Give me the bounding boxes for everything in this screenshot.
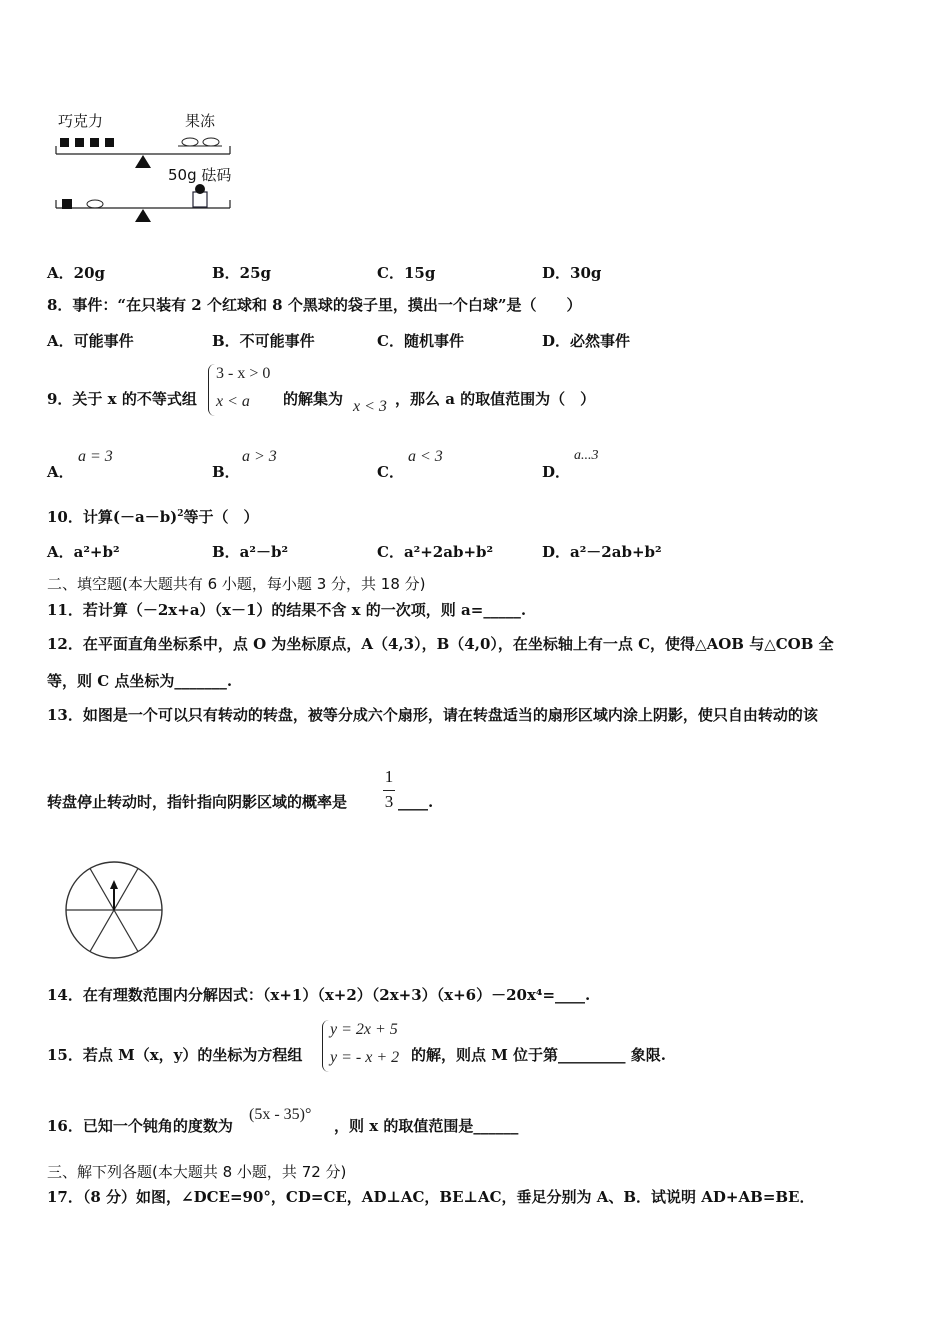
q7-option-a[interactable]: A．20g xyxy=(47,264,106,282)
weight-box xyxy=(193,192,207,207)
q9-middle: 的解集为 xyxy=(283,390,344,408)
jelly-label: 果冻 xyxy=(185,112,216,130)
balance-scales-drawing xyxy=(50,108,240,238)
chocolate-block-4 xyxy=(105,138,114,147)
q7-option-b[interactable]: B．25g xyxy=(212,264,272,282)
q7-option-c[interactable]: C．15g xyxy=(377,264,436,282)
q15-suffix: 的解，则点 M 位于第_________ 象限. xyxy=(411,1046,666,1064)
q8-option-b[interactable]: B．不可能事件 xyxy=(212,332,315,350)
q15-system-brace xyxy=(322,1020,329,1072)
section-2-heading: 二、填空题(本大题共有 6 小题，每小题 3 分，共 18 分) xyxy=(47,575,426,593)
q8-question: 8．事件：“在只装有 2 个红球和 8 个黑球的袋子里，摸出一个白球”是（ ） xyxy=(47,296,582,314)
q9-option-b-letter[interactable]: B． xyxy=(212,463,240,481)
spinner-wheel xyxy=(60,856,170,966)
jelly-3 xyxy=(87,200,103,208)
weight-knob xyxy=(195,184,205,194)
q15-prefix: 15．若点 M（x，y）的坐标为方程组 xyxy=(47,1046,303,1064)
q16-prefix: 16．已知一个钝角的度数为 xyxy=(47,1117,233,1135)
q13-line1: 13．如图是一个可以只有转动的转盘，被等分成六个扇形，请在转盘适当的扇形区域内涂上阴影，使只自由转动的该 xyxy=(47,706,818,724)
q16-expression: (5x - 35)° xyxy=(249,1106,312,1123)
fulcrum-top xyxy=(135,155,151,168)
q16-suffix: ，则 x 的取值范围是______ xyxy=(334,1117,519,1135)
q12-line1: 12．在平面直角坐标系中，点 O 为坐标原点，A（4,3），B（4,0），在坐标轴上有一点 C，使得△AOB 与△COB 全 xyxy=(47,635,834,653)
fulcrum-bottom xyxy=(135,209,151,222)
jelly-2 xyxy=(203,138,219,146)
q15-system-line1: y = 2x + 5 xyxy=(330,1021,398,1038)
q14-question: 14．在有理数范围内分解因式：（x+1）（x+2）（2x+3）（x+6）－20x⁴=____. xyxy=(47,986,591,1004)
jelly-1 xyxy=(182,138,198,146)
q9-system-brace xyxy=(208,364,215,416)
q9-system-line2: x < a xyxy=(216,393,250,410)
q10-option-c[interactable]: C．a²+2ab+b² xyxy=(377,543,494,561)
q9-option-c-math[interactable]: a < 3 xyxy=(408,448,443,465)
weight-label: 50g 砝码 xyxy=(168,166,232,184)
q10-option-a[interactable]: A．a²+b² xyxy=(47,543,120,561)
q8-option-a[interactable]: A．可能事件 xyxy=(47,332,134,350)
q9-option-c-letter[interactable]: C． xyxy=(377,463,404,481)
q9-prefix: 9．关于 x 的不等式组 xyxy=(47,390,197,408)
q13-fraction-numerator: 1 xyxy=(384,767,394,786)
q9-suffix: ，那么 a 的取值范围为（ ） xyxy=(395,390,596,408)
q13-fraction-bar xyxy=(383,790,395,791)
q8-option-c[interactable]: C．随机事件 xyxy=(377,332,464,350)
q10-option-b[interactable]: B．a²－b² xyxy=(212,543,289,561)
q17-question: 17．（8 分）如图，∠DCE=90°，CD=CE，AD⊥AC，BE⊥AC，垂足分别为 A、B．试说明 AD+AB=BE． xyxy=(47,1188,815,1206)
balance-figure xyxy=(50,108,240,238)
q9-system-line1: 3 - x > 0 xyxy=(216,365,271,382)
q7-option-d[interactable]: D．30g xyxy=(542,264,602,282)
q12-line2: 等，则 C 点坐标为_______. xyxy=(47,672,233,690)
chocolate-block-5 xyxy=(62,199,72,209)
q9-option-a-letter[interactable]: A． xyxy=(47,463,74,481)
q13-line2-pre: 转盘停止转动时，指针指向阴影区域的概率是 xyxy=(47,793,348,811)
chocolate-block-1 xyxy=(60,138,69,147)
q9-option-a-math[interactable]: a = 3 xyxy=(78,448,113,465)
q9-solution: x < 3 xyxy=(353,398,387,415)
chocolate-block-3 xyxy=(90,138,99,147)
q15-system-line2: y = - x + 2 xyxy=(330,1049,400,1066)
q10-exponent: 2 xyxy=(177,509,184,519)
q10-question xyxy=(47,508,259,526)
q9-option-b-math[interactable]: a > 3 xyxy=(242,448,277,465)
q9-option-d-letter[interactable]: D． xyxy=(542,463,571,481)
section-3-heading: 三、解下列各题(本大题共 8 小题，共 72 分) xyxy=(47,1163,347,1181)
spinner-pointer-head xyxy=(110,880,118,889)
q10-text-post: 等于（ ） xyxy=(183,508,259,526)
q10-option-d[interactable]: D．a²－2ab+b² xyxy=(542,543,662,561)
q9-option-d-math[interactable]: a...3 xyxy=(574,448,599,463)
q11-question: 11．若计算（－2x+a）（x－1）的结果不含 x 的一次项，则 a=_____. xyxy=(47,601,527,619)
chocolate-label: 巧克力 xyxy=(58,112,104,130)
q10-text-pre: 10．计算(－a－b) xyxy=(47,508,178,526)
q13-line2-post: ____. xyxy=(398,793,434,811)
q13-fraction-denominator: 3 xyxy=(384,792,394,811)
chocolate-block-2 xyxy=(75,138,84,147)
q8-option-d[interactable]: D．必然事件 xyxy=(542,332,631,350)
